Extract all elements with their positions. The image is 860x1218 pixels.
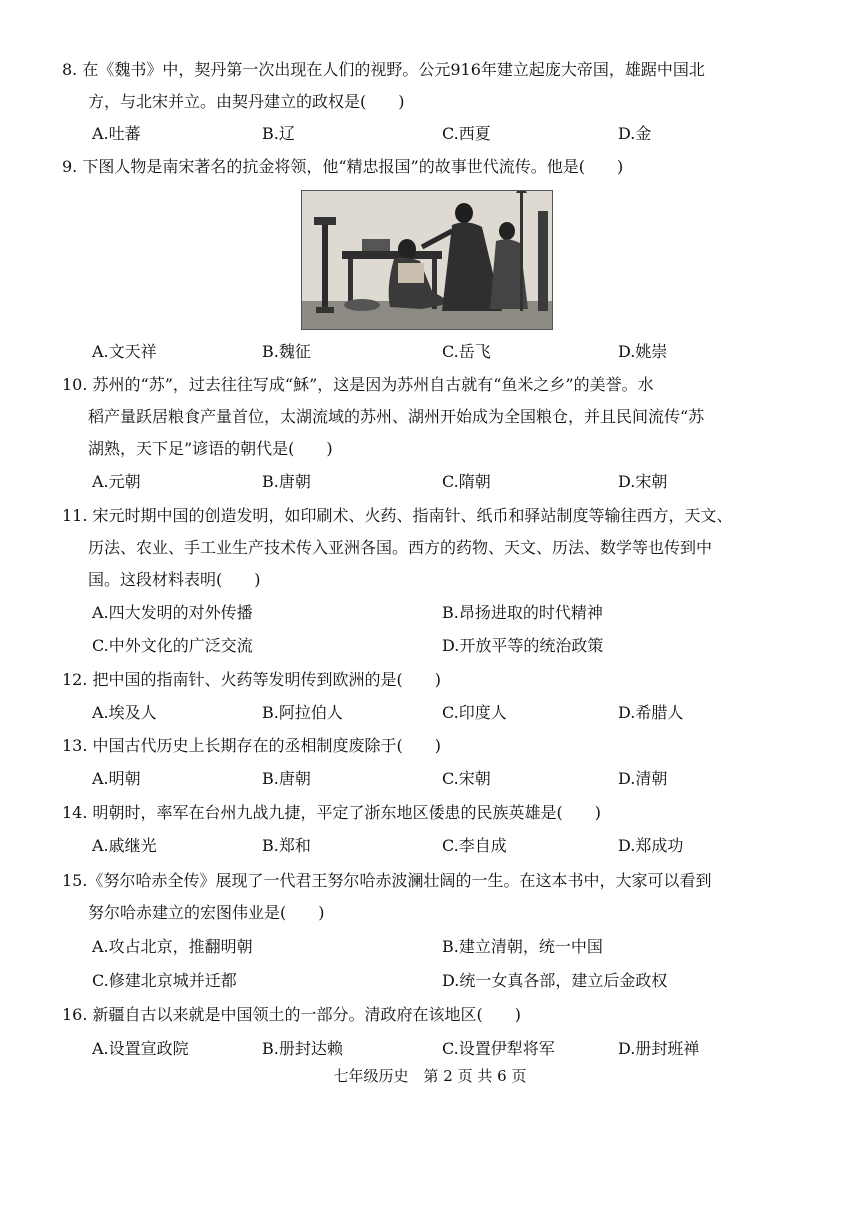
- option-d: D.金: [618, 124, 652, 143]
- option-b: B.册封达赖: [262, 1039, 343, 1058]
- option-d: D.册封班禅: [618, 1039, 700, 1058]
- question-stem-continued: 历法、农业、手工业生产技术传入亚洲各国。西方的药物、天文、历法、数学等也传到中: [88, 538, 713, 557]
- question-14-options: [92, 830, 792, 862]
- question-8-options: [92, 118, 792, 150]
- option-a: A.设置宣政院: [92, 1039, 189, 1058]
- option-a: A.吐蕃: [92, 124, 141, 143]
- option-b: B.辽: [262, 124, 295, 143]
- question-stem: 12. 把中国的指南针、火药等发明传到欧洲的是( ): [62, 670, 442, 689]
- question-13-options: [92, 763, 792, 795]
- option-b: B.郑和: [262, 836, 311, 855]
- option-c: C.修建北京城并迁都: [92, 971, 237, 990]
- option-c: C.宋朝: [442, 769, 491, 788]
- question-12-options: [92, 697, 792, 729]
- option-b: B.唐朝: [262, 769, 311, 788]
- question-16-options: [92, 1033, 792, 1065]
- option-a: A.埃及人: [92, 703, 157, 722]
- option-d: D.姚崇: [618, 342, 668, 361]
- question-15: [62, 865, 822, 929]
- question-stem: 10. 苏州的“苏”，过去往往写成“穌”，这是因为苏州自古就有“鱼米之乡”的美誉。水: [62, 375, 654, 394]
- question-stem: 8. 在《魏书》中，契丹第一次出现在人们的视野。公元916年建立起庞大帝国，雄踞中国北: [62, 60, 705, 79]
- question-10: [62, 369, 822, 465]
- option-d: D.统一女真各部，建立后金政权: [442, 971, 668, 990]
- option-d: D.希腊人: [618, 703, 684, 722]
- question-stem-continued: 努尔哈赤建立的宏图伟业是( ): [88, 903, 325, 922]
- option-a: A.元朝: [92, 472, 141, 491]
- illustration-image: [302, 191, 552, 329]
- question-15-options-row-2: [92, 965, 792, 997]
- question-stem-continued-2: 国。这段材料表明( ): [88, 570, 261, 589]
- question-stem-continued: 方，与北宋并立。由契丹建立的政权是( ): [88, 92, 405, 111]
- question-8: [62, 54, 822, 118]
- option-c: C.李自成: [442, 836, 507, 855]
- option-b: B.建立清朝，统一中国: [442, 937, 603, 956]
- question-12: [62, 664, 822, 696]
- option-b: B.阿拉伯人: [262, 703, 343, 722]
- question-stem-continued-2: 湖熟，天下足”谚语的朝代是( ): [88, 439, 333, 458]
- question-13: [62, 730, 822, 762]
- question-11: [62, 500, 822, 596]
- question-stem-continued: 稻产量跃居粮食产量首位，太湖流域的苏州、湖州开始成为全国粮仓，并且民间流传“苏: [88, 407, 705, 426]
- option-a: A.文天祥: [92, 342, 157, 361]
- question-16: [62, 999, 822, 1031]
- option-c: C.设置伊犁将军: [442, 1039, 555, 1058]
- option-d: D.开放平等的统治政策: [442, 636, 604, 655]
- option-c: C.印度人: [442, 703, 507, 722]
- question-9-options: [92, 336, 792, 368]
- question-11-options-row-1: [92, 597, 792, 629]
- option-c: C.隋朝: [442, 472, 491, 491]
- option-a: A.明朝: [92, 769, 141, 788]
- page-footer: 七年级历史 第 2 页 共 6 页: [333, 1067, 527, 1085]
- yue-fei-illustration: [301, 190, 553, 330]
- option-a: A.戚继光: [92, 836, 157, 855]
- option-c: C.西夏: [442, 124, 491, 143]
- question-stem: 15.《努尔哈赤全传》展现了一代君王努尔哈赤波澜壮阔的一生。在这本书中，大家可以看到: [62, 871, 712, 890]
- question-stem: 14. 明朝时，率军在台州九战九捷，平定了浙东地区倭患的民族英雄是( ): [62, 803, 602, 822]
- question-11-options-row-2: [92, 630, 792, 662]
- question-14: [62, 797, 822, 829]
- question-stem: 16. 新疆自古以来就是中国领土的一部分。清政府在该地区( ): [62, 1005, 522, 1024]
- option-b: B.昂扬进取的时代精神: [442, 603, 603, 622]
- option-b: B.魏征: [262, 342, 311, 361]
- option-a: A.四大发明的对外传播: [92, 603, 253, 622]
- option-d: D.清朝: [618, 769, 668, 788]
- option-b: B.唐朝: [262, 472, 311, 491]
- question-stem: 13. 中国古代历史上长期存在的丞相制度废除于( ): [62, 736, 442, 755]
- option-a: A.攻占北京，推翻明朝: [92, 937, 253, 956]
- option-d: D.郑成功: [618, 836, 684, 855]
- option-c: C.中外文化的广泛交流: [92, 636, 253, 655]
- question-15-options-row-1: [92, 931, 792, 963]
- option-d: D.宋朝: [618, 472, 668, 491]
- question-stem: 11. 宋元时期中国的创造发明，如印刷术、火药、指南针、纸币和驿站制度等输往西方，天文、: [62, 506, 733, 525]
- question-10-options: [92, 466, 792, 498]
- option-c: C.岳飞: [442, 342, 491, 361]
- question-stem: 9. 下图人物是南宋著名的抗金将领，他“精忠报国”的故事世代流传。他是( ): [62, 157, 624, 176]
- question-9: [62, 151, 822, 183]
